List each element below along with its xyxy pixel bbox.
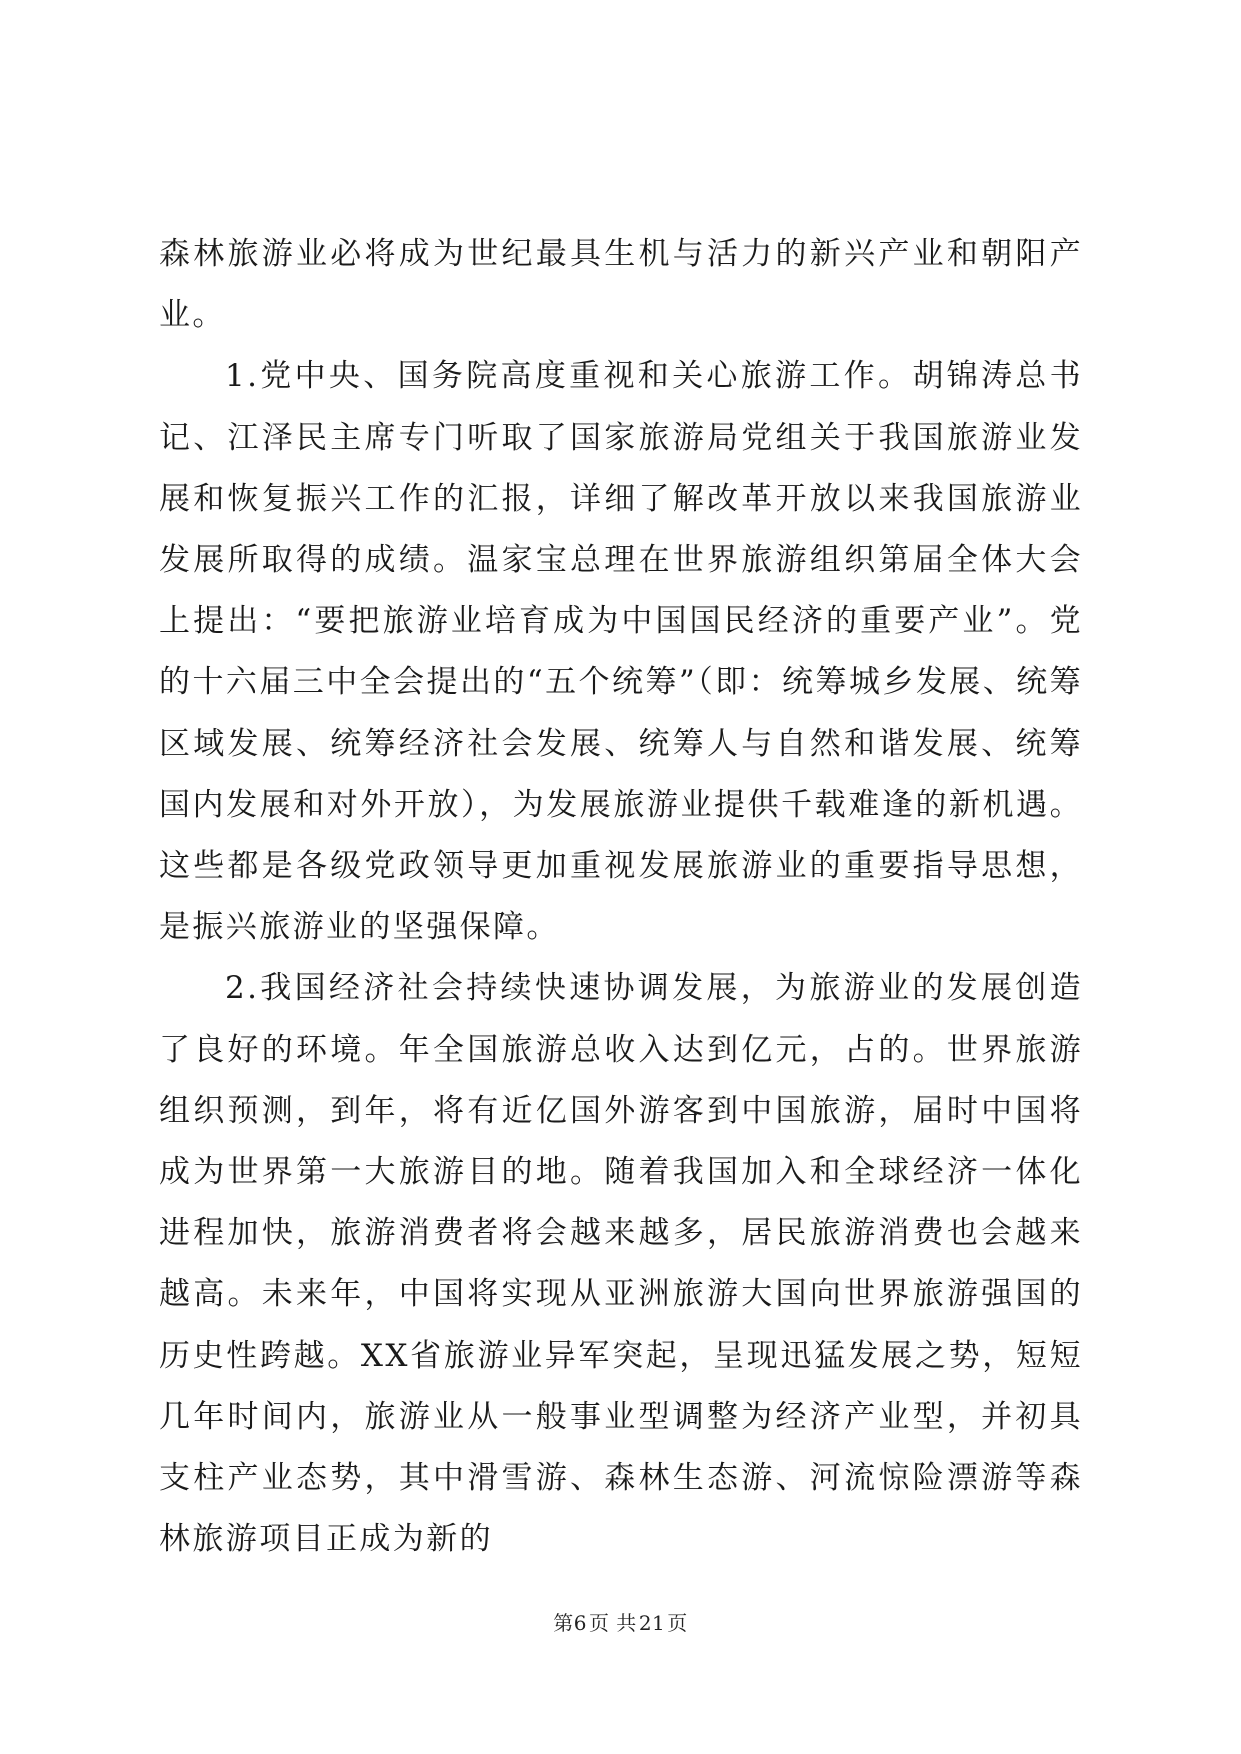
paragraph-1: 1.党中央、国务院高度重视和关心旅游工作。胡锦涛总书记、江泽民主席专门听取了国家旅游局党组关于我国旅游业发展和恢复振兴工作的汇报，详细了解改革开放以来我国旅游业发展所取得的成绩。温家宝总理在世界旅游组织第届全体大会上提出：“要把旅游业培育成为中国国民经济的重要产业”。党的十六届三中全会提出的“五个统筹”（即：统筹城乡发展、统筹区域发展、统筹经济社会发展、统筹人与自然和谐发展、统筹国内发展和对外开放），为发展旅游业提供千载难逢的新机遇。这些都是各级党政领导更加重视发展旅游业的重要指导思想，是振兴旅游业的坚强保障。 xyxy=(159,358,1083,946)
paragraph-2: 2.我国经济社会持续快速协调发展，为旅游业的发展创造了良好的环境。年全国旅游总收入达到亿元，占的。世界旅游组织预测，到年，将有近亿国外游客到中国旅游，届时中国将成为世界第一大旅游目的地。随着我国加入和全球经济一体化进程加快，旅游消费者将会越来越多，居民旅游消费也会越来越高。未来年，中国将实现从亚洲旅游大国向世界旅游强国的历史性跨越。XX省旅游业异军突起，呈现迅猛发展之势，短短几年时间内，旅游业从一般事业型调整为经济产业型，并初具支柱产业态势，其中滑雪游、森林生态游、河流惊险漂游等森林旅游项目正成为新的 xyxy=(159,970,1083,1558)
paragraph-continuation: 森林旅游业必将成为世纪最具生机与活力的新兴产业和朝阳产业。 xyxy=(159,236,1083,334)
total-pages-number: 21 xyxy=(638,1611,666,1635)
footer-suffix: 页 xyxy=(667,1611,688,1635)
current-page-number: 6 xyxy=(573,1611,587,1635)
footer-mid: 页 共 xyxy=(588,1611,637,1635)
document-body xyxy=(159,224,1083,1570)
page-footer xyxy=(0,1607,1241,1636)
footer-prefix: 第 xyxy=(553,1611,574,1635)
